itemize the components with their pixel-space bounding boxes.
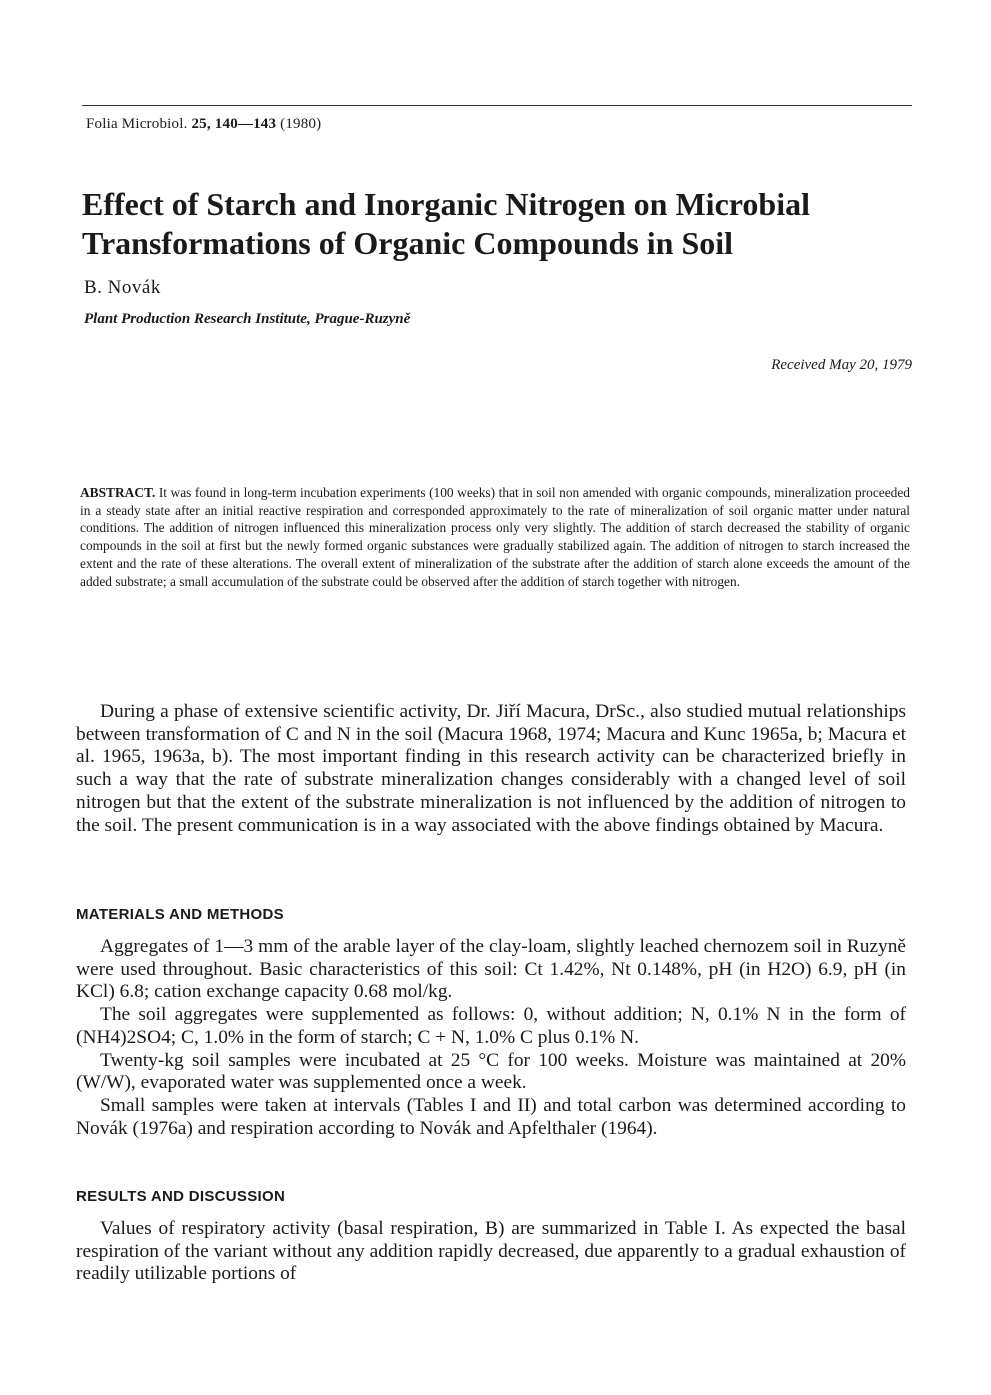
- abstract-label: ABSTRACT.: [80, 485, 156, 500]
- methods-paragraph: Twenty-kg soil samples were incubated at 25 °C for 100 weeks. Moisture was maintained at 20% (W/W), evaporated water was supplemented once a week.: [76, 1049, 906, 1094]
- results-paragraph: Values of respiratory activity (basal respiration, B) are summarized in Table I. As expected the basal respiration of the variant without any addition rapidly decreased, due apparently to a gradual exhaustion of readily utilizable portions of: [76, 1218, 906, 1285]
- abstract-text: It was found in long-term incubation experiments (100 weeks) that in soil non amended with organic compounds, mineralization proceeded in a steady state after an initial reactive respiration and corresponded approximately to the rate of mineralization of soil organic matter under natural conditions. The addition of nitrogen influenced this mineralization process only very slightly. The addition of starch decreased the stability of organic compounds in the soil at first but the newly formed organic substances were gradually stabilized again. The addition of nitrogen to starch increased the extent and the rate of these alterations. The overall extent of mineralization of the substrate after the addition of starch alone exceeds the amount of the added substrate; a small accumulation of the substrate could be observed after the addition of starch together with nitrogen.: [80, 485, 910, 589]
- methods-section: [76, 936, 906, 1140]
- abstract: [80, 484, 910, 590]
- journal-volume: 25,: [191, 116, 211, 132]
- journal-citation: [86, 116, 321, 133]
- methods-heading: MATERIALS AND METHODS: [76, 906, 284, 923]
- journal-name: Folia Microbiol.: [86, 116, 188, 132]
- journal-pages: 140—143: [214, 116, 277, 132]
- results-section: [76, 1218, 906, 1286]
- header-rule: [82, 105, 912, 106]
- methods-paragraph: The soil aggregates were supplemented as follows: 0, without addition; N, 0.1% N in the form of (NH4)2SO4; C, 1.0% in the form of starch; C + N, 1.0% C plus 0.1% N.: [76, 1004, 906, 1048]
- received-date: Received May 20, 1979: [771, 357, 912, 373]
- paper-title: Effect of Starch and Inorganic Nitrogen on Microbial Transformations of Organic Compounds in Soil: [82, 186, 810, 261]
- journal-year: (1980): [280, 116, 322, 132]
- intro-paragraph: During a phase of extensive scientific activity, Dr. Jiří Macura, DrSc., also studied mutual relationships between transformation of C and N in the soil (Macura 1968, 1974; Macura and Kunc 1965a, b; Macura et al. 1965, 1963a, b). The most important finding in this research activity can be characterized briefly in such a way that the rate of substrate mineralization changes considerably with a changed level of soil nitrogen but that the extent of the substrate mineralization is not influenced by the addition of nitrogen to the soil. The present communication is in a way associated with the above findings obtained by Macura.: [76, 701, 906, 836]
- methods-paragraph: Small samples were taken at intervals (Tables I and II) and total carbon was determined according to Novák (1976a) and respiration according to Novák and Apfelthaler (1964).: [76, 1094, 906, 1139]
- results-heading: RESULTS AND DISCUSSION: [76, 1188, 286, 1205]
- author-name: B. Novák: [84, 277, 161, 298]
- methods-paragraph: Aggregates of 1—3 mm of the arable layer of the clay-loam, slightly leached chernozem soil in Ruzyně were used throughout. Basic characteristics of this soil: Ct 1.42%, Nt 0.148%, pH (in H2O) 6.9, pH (in KCl) 6.8; cation exchange capacity 0.68 mol/kg.: [76, 936, 906, 1003]
- author-affiliation: Plant Production Research Institute, Prague-Ruzyně: [84, 311, 411, 327]
